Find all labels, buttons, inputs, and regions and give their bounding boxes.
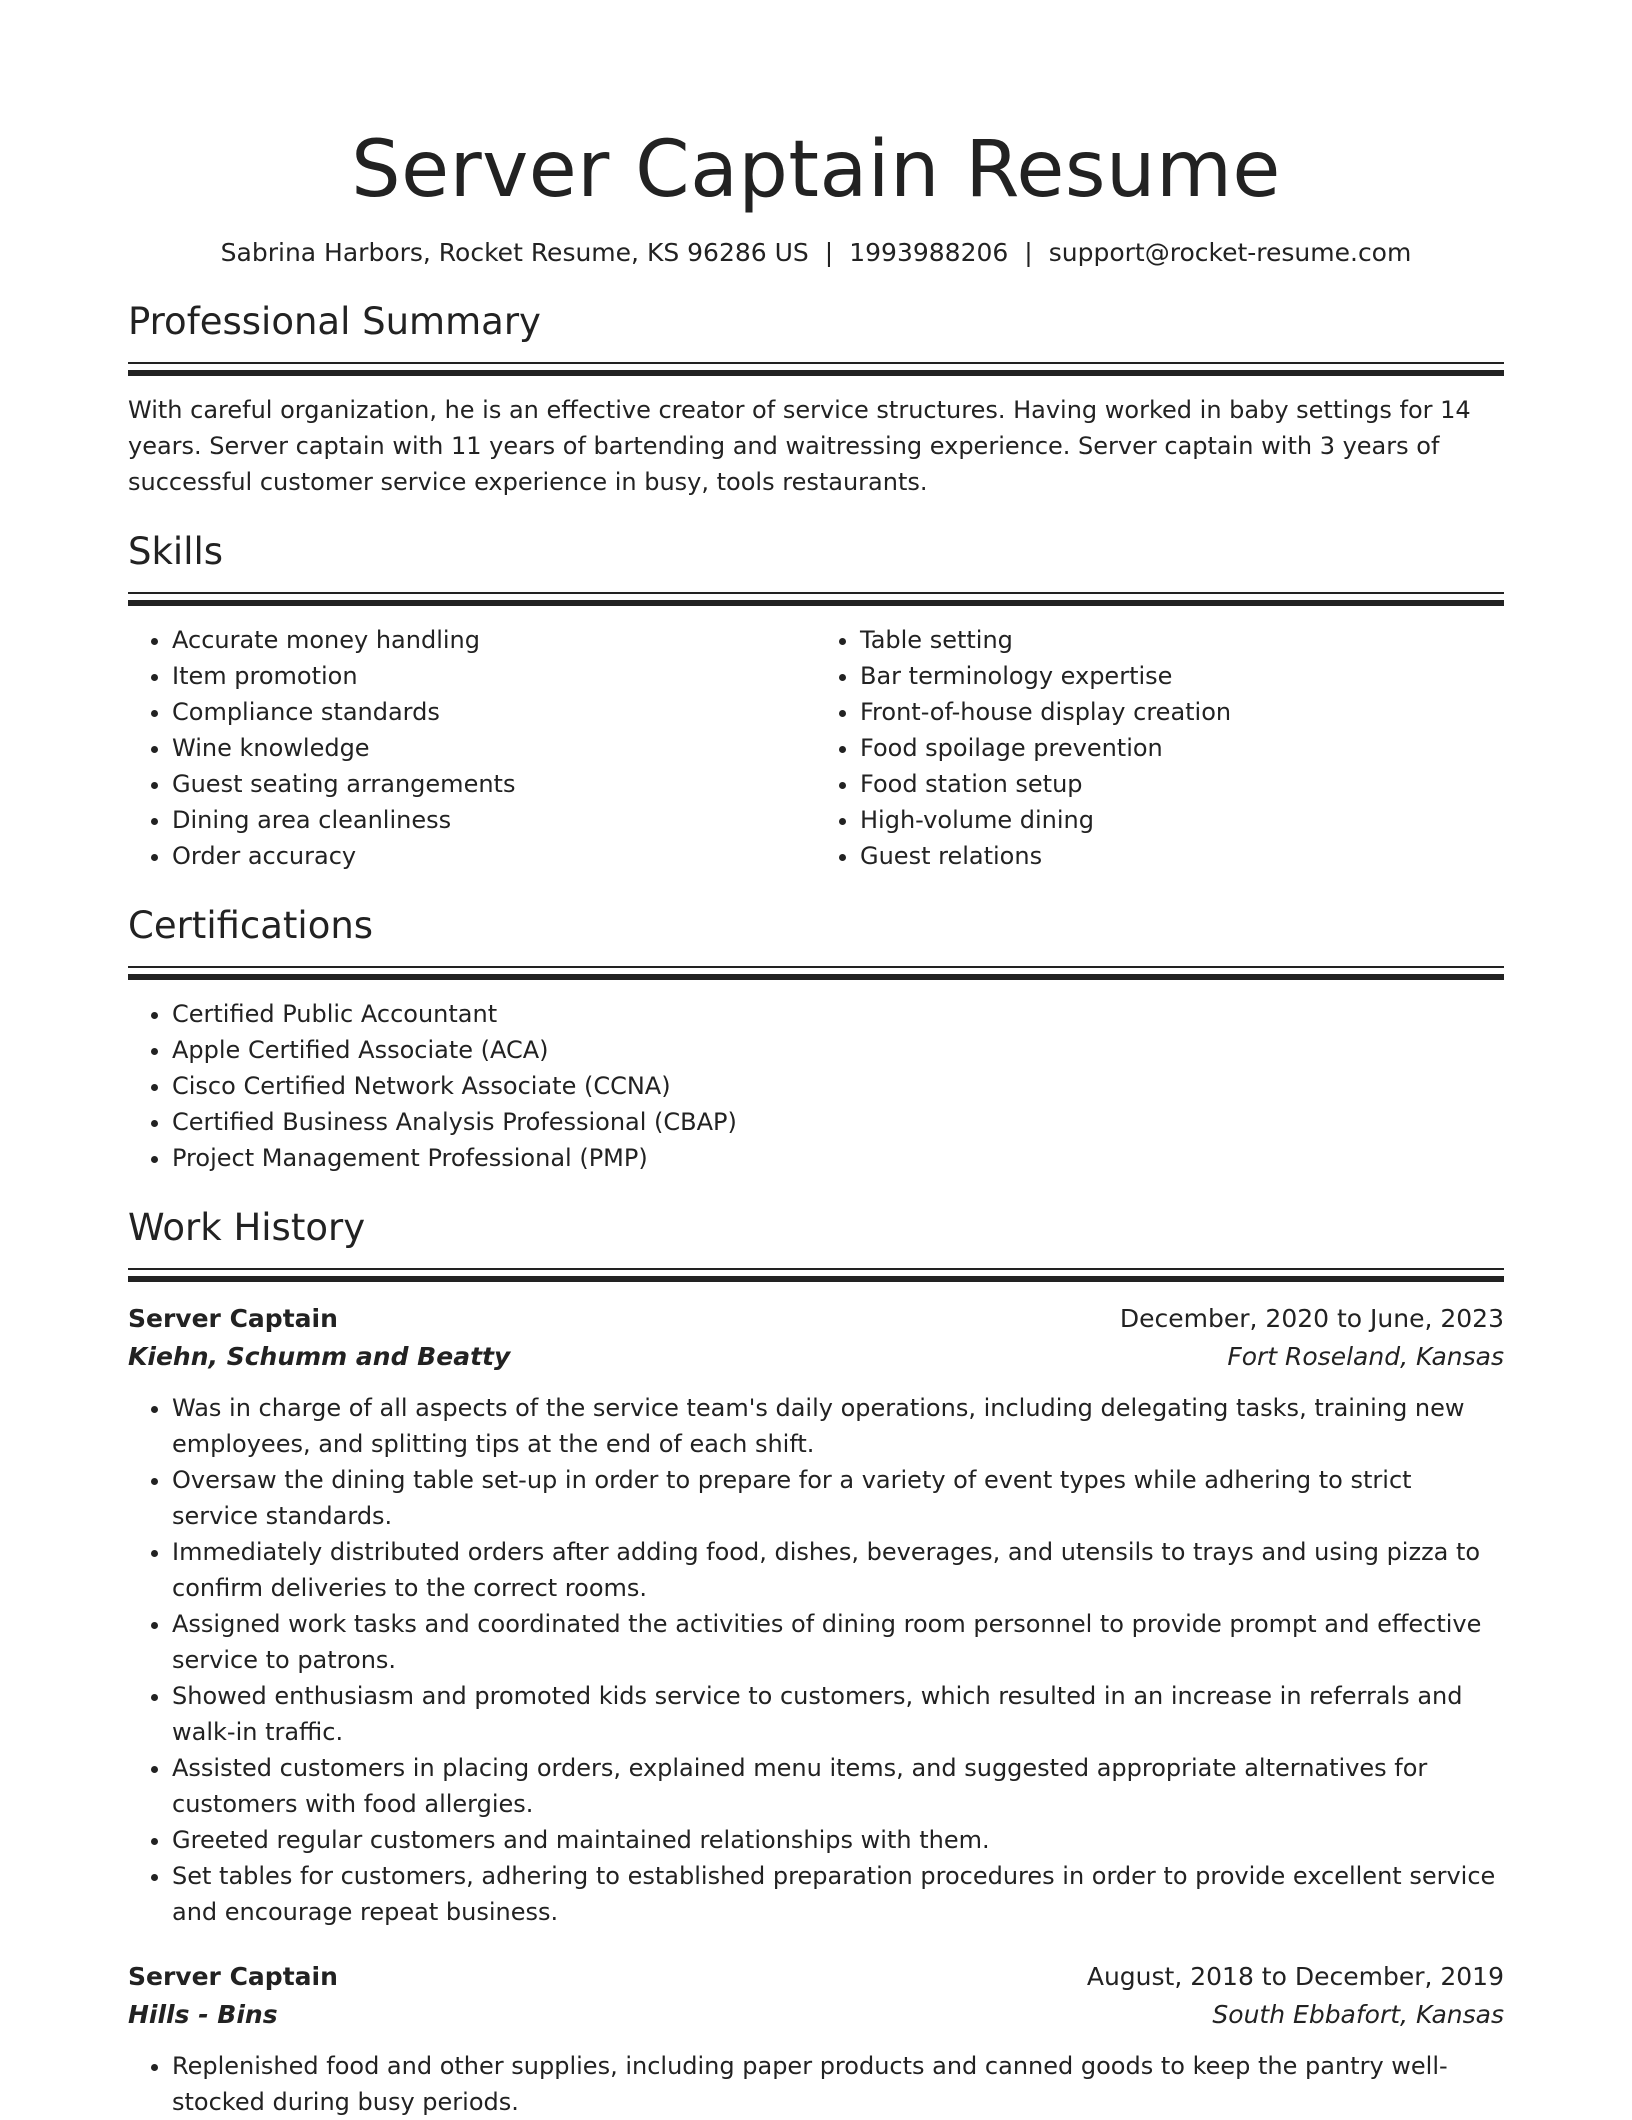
section-heading-work-history: Work History [128,1206,366,1249]
skill-item: • Item promotion [172,658,816,694]
work-history-section [128,1204,1504,2120]
job-entry [128,1300,1504,1930]
job-title: Server Captain [128,1304,338,1333]
skill-item: • Table setting [860,622,1504,658]
job-duties-list [128,1390,1504,1930]
section-heading-summary: Professional Summary [128,300,541,343]
job-duty-item: • Oversaw the dining table set-up in order to prepare for a variety of event types while adhering to strict service standards. [172,1462,1504,1534]
skill-item: • High-volume dining [860,802,1504,838]
summary-text: With careful organization, he is an effective creator of service structures. Having worked in baby settings for 14 years. Server captain with 11 years of bartending and waitressing experience. Server captain with 3 years of successful customer service experience in busy, tools restaurants. [128,396,1471,496]
skill-item: • Accurate money handling [172,622,816,658]
skills-grid [128,606,1504,874]
resume-title: Server Captain Resume [351,125,1281,215]
section-divider [128,966,1504,980]
skill-item: • Guest seating arrangements [172,766,816,802]
job-location: South Ebbafort, Kansas [1212,2000,1504,2029]
contact-separator: | [824,238,834,267]
skill-item: • Order accuracy [172,838,816,874]
job-header-row [128,1300,1504,1338]
skill-item: • Wine knowledge [172,730,816,766]
section-heading-skills: Skills [128,530,224,573]
skill-item: • Guest relations [860,838,1504,874]
job-company-row [128,1338,1504,1376]
certification-item: • Certified Public Accountant [172,996,1504,1032]
job-duty-item: • Was in charge of all aspects of the service team's daily operations, including delegating tasks, training new employees, and splitting tips at the end of each shift. [172,1390,1504,1462]
contact-separator: | [1024,238,1033,267]
skill-item: • Food spoilage prevention [860,730,1504,766]
certifications-list [128,996,1504,1176]
skill-item: • Food station setup [860,766,1504,802]
job-duty-item: • Showed enthusiasm and promoted kids service to customers, which resulted in an increase in referrals and walk-in traffic. [172,1678,1504,1750]
job-company: Hills - Bins [128,2000,278,2029]
skills-section [128,528,1504,874]
skill-item: • Dining area cleanliness [172,802,816,838]
job-dates: December, 2020 to June, 2023 [1119,1304,1504,1333]
certification-item: • Cisco Certified Network Associate (CCNA) [172,1068,1504,1104]
job-duty-item: • Assisted customers in placing orders, explained menu items, and suggested appropriate alternatives for customers with food allergies. [172,1750,1504,1822]
section-divider [128,362,1504,376]
contact-phone: 1993988206 [849,238,1009,267]
job-duty-item: • Assigned work tasks and coordinated the activities of dining room personnel to provide prompt and effective service to patrons. [172,1606,1504,1678]
job-company-row [128,1996,1504,2034]
certification-item: • Project Management Professional (PMP) [172,1140,1504,1176]
summary-section [128,298,1504,500]
job-company: Kiehn, Schumm and Beatty [128,1342,511,1371]
job-title: Server Captain [128,1962,338,1991]
skill-item: • Bar terminology expertise [860,658,1504,694]
skills-list-right [816,622,1504,874]
skill-item: • Compliance standards [172,694,816,730]
job-duty-item: • Greeted regular customers and maintained relationships with them. [172,1822,1504,1858]
section-divider [128,592,1504,606]
skills-list-left [128,622,816,874]
certification-item: • Certified Business Analysis Professional (CBAP) [172,1104,1504,1140]
skill-item: • Front-of-house display creation [860,694,1504,730]
resume-page [128,0,1504,2120]
section-heading-certifications: Certifications [128,904,374,947]
section-divider [128,1268,1504,1282]
contact-address: Sabrina Harbors, Rocket Resume, KS 96286 US [220,238,809,267]
job-duty-item: • Set tables for customers, adhering to established preparation procedures in order to provide excellent service and encourage repeat business. [172,1858,1504,1930]
certification-item: • Apple Certified Associate (ACA) [172,1032,1504,1068]
job-entry [128,1958,1504,2120]
job-dates: August, 2018 to December, 2019 [1086,1962,1504,1991]
job-duty-item: • Replenished food and other supplies, including paper products and canned goods to keep the pantry well-stocked during busy periods. [172,2048,1504,2120]
certifications-section [128,902,1504,1176]
job-duty-item: • Immediately distributed orders after adding food, dishes, beverages, and utensils to trays and using pizza to confirm deliveries to the correct rooms. [172,1534,1504,1606]
contact-line [128,236,1504,270]
job-header-row [128,1958,1504,1996]
job-duties-list [128,2048,1504,2120]
job-location: Fort Roseland, Kansas [1227,1342,1504,1371]
contact-email: support@rocket-resume.com [1048,238,1412,267]
